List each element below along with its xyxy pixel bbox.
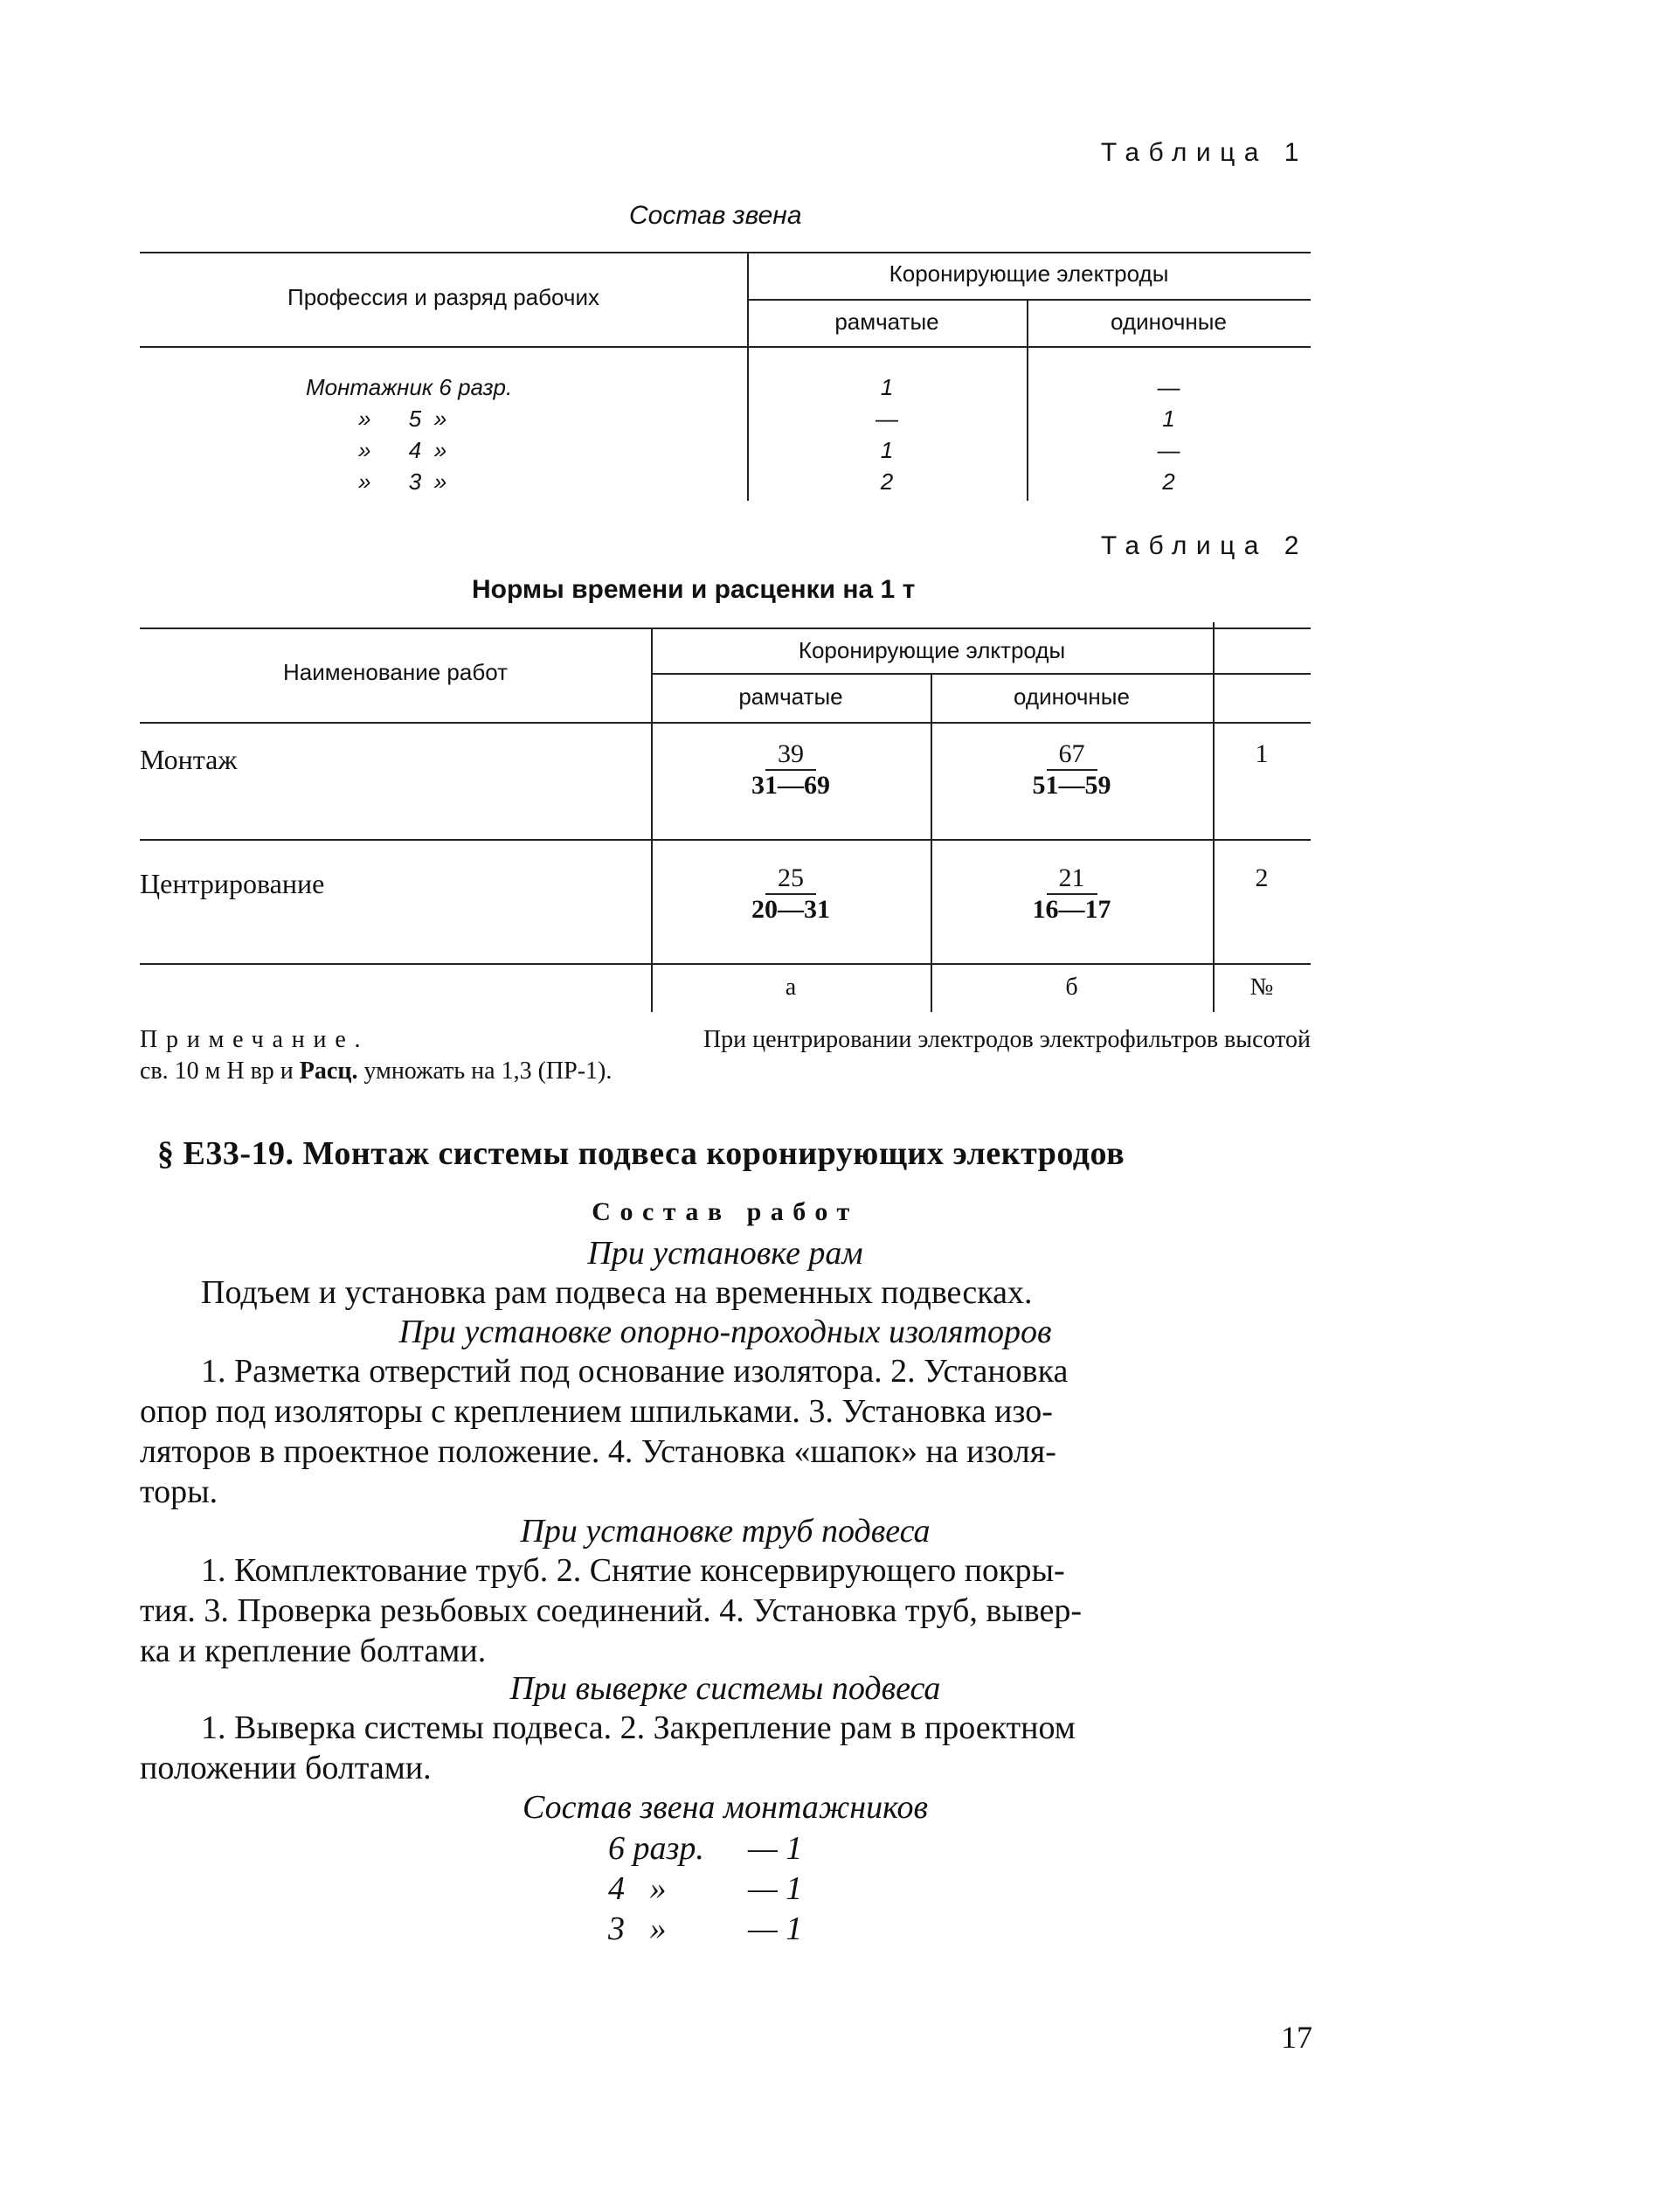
table2-caption: Нормы времени и расценки на 1 т: [472, 575, 916, 604]
subheading: При установке опорно-проходных изоляторов: [398, 1314, 1052, 1350]
table1-row-single: 2: [1162, 468, 1175, 495]
note-text: св. 10 м Н вр и: [140, 1057, 294, 1085]
text-line: торы.: [140, 1474, 218, 1510]
crew-grade: 6 разр.: [608, 1830, 704, 1867]
table1-row-frame: 1: [880, 437, 894, 463]
table2-footer-b: б: [1065, 974, 1078, 1001]
work-heading: Состав работ: [592, 1197, 859, 1226]
section-title: § Е33-19. Монтаж системы подвеса коронирующих электродов: [157, 1135, 1125, 1172]
table2-col-single: одиночные: [1014, 683, 1130, 710]
crew-row: [608, 1869, 802, 1909]
text-line: ка и крепление болтами.: [140, 1633, 487, 1669]
table2-col-name: Наименование работ: [282, 659, 509, 685]
crew-row: [608, 1909, 802, 1949]
crew-count: — 1: [748, 1870, 803, 1907]
note-text: При центрировании электродов электрофильтров высотой: [703, 1026, 1311, 1053]
text-line: 1. Комплектование труб. 2. Снятие консервирующего покры-: [201, 1552, 1065, 1589]
crew-count: — 1: [748, 1910, 803, 1947]
rate: 20—31: [751, 895, 830, 924]
crew-grade: 4 »: [608, 1870, 667, 1907]
table2-cell-frame: [651, 739, 931, 801]
subheading: При установке рам: [587, 1235, 863, 1272]
table1-label: Таблица 1: [1100, 138, 1308, 167]
table1-col-profession: Профессия и разряд рабочих: [287, 284, 599, 310]
table2-col-group: Коронирующие элктроды: [798, 637, 1066, 663]
text-line: тия. 3. Проверка резьбовых соединений. 4. Установка труб, вывер-: [140, 1592, 1083, 1629]
paragraph: [140, 1708, 1311, 1788]
rate: 16—17: [1032, 895, 1111, 924]
table2-row-name: Монтаж: [140, 744, 238, 775]
crew-heading: Состав звена монтажников: [523, 1789, 928, 1826]
paragraph: Подъем и установка рам подвеса на временных подвесках.: [201, 1274, 1033, 1311]
note-text: умножать на 1,3 (ПР-1).: [363, 1057, 613, 1085]
table1-col-frame: рамчатые: [834, 309, 939, 335]
crew-row: [608, 1828, 802, 1869]
note-label: Примечание.: [140, 1026, 370, 1053]
table1-col-group: Коронирующие электроды: [889, 260, 1169, 287]
norm-time: 39: [765, 739, 816, 771]
norm-time: 21: [1047, 863, 1097, 895]
table2-col-frame: рамчатые: [738, 683, 843, 710]
norm-time: 67: [1047, 739, 1097, 771]
rate: 51—59: [1032, 771, 1111, 800]
table2-label: Таблица 2: [1100, 531, 1308, 560]
rate: 31—69: [751, 771, 830, 800]
table2-cell-single: [931, 739, 1213, 801]
table2-footer-a: а: [785, 974, 797, 1001]
table1-row-frame: 1: [880, 374, 894, 400]
table1-row-single: —: [1157, 437, 1180, 463]
table1-col-single: одиночные: [1111, 309, 1227, 335]
page-number: 17: [1281, 2020, 1312, 2055]
paragraph: [140, 1550, 1311, 1671]
text-line: 1. Выверка системы подвеса. 2. Закрепление рам в проектном: [201, 1709, 1076, 1746]
crew-list: [608, 1828, 802, 1949]
crew-count: — 1: [748, 1830, 803, 1867]
table1-row-prof: » 5 »: [358, 406, 447, 432]
paragraph: [140, 1351, 1311, 1512]
table1-row-prof: Монтажник 6 разр.: [306, 374, 513, 400]
subheading: При установке труб подвеса: [520, 1513, 931, 1550]
table2-footer-num: №: [1249, 974, 1274, 1001]
text-line: опор под изоляторы с креплением шпильками. 3. Установка изо-: [140, 1393, 1053, 1430]
table2-cell-single: [931, 863, 1213, 925]
subheading: При выверке системы подвеса: [509, 1670, 941, 1707]
table1-row-frame: 2: [880, 468, 894, 495]
table2-row-name: Центрирование: [140, 868, 325, 899]
table2-cell-frame: [651, 863, 931, 925]
note-bold: Расц.: [299, 1057, 358, 1085]
text-line: 1. Разметка отверстий под основание изолятора. 2. Установка: [201, 1353, 1069, 1390]
text-line: ляторов в проектное положение. 4. Установка «шапок» на изоля-: [140, 1433, 1056, 1470]
table2-note: [140, 1024, 1311, 1087]
table1-row-frame: —: [876, 406, 898, 432]
table1-caption: Состав звена: [629, 201, 802, 230]
table1-row-prof: » 4 »: [358, 437, 447, 463]
crew-grade: 3 »: [608, 1910, 667, 1947]
table1-row-single: —: [1157, 374, 1180, 400]
norm-time: 25: [765, 863, 816, 895]
table1-row-single: 1: [1162, 406, 1175, 432]
table2-row-num: 2: [1255, 863, 1269, 892]
text-line: положении болтами.: [140, 1750, 432, 1786]
table1-row-prof: » 3 »: [358, 468, 447, 495]
table2-row-num: 1: [1255, 739, 1269, 768]
